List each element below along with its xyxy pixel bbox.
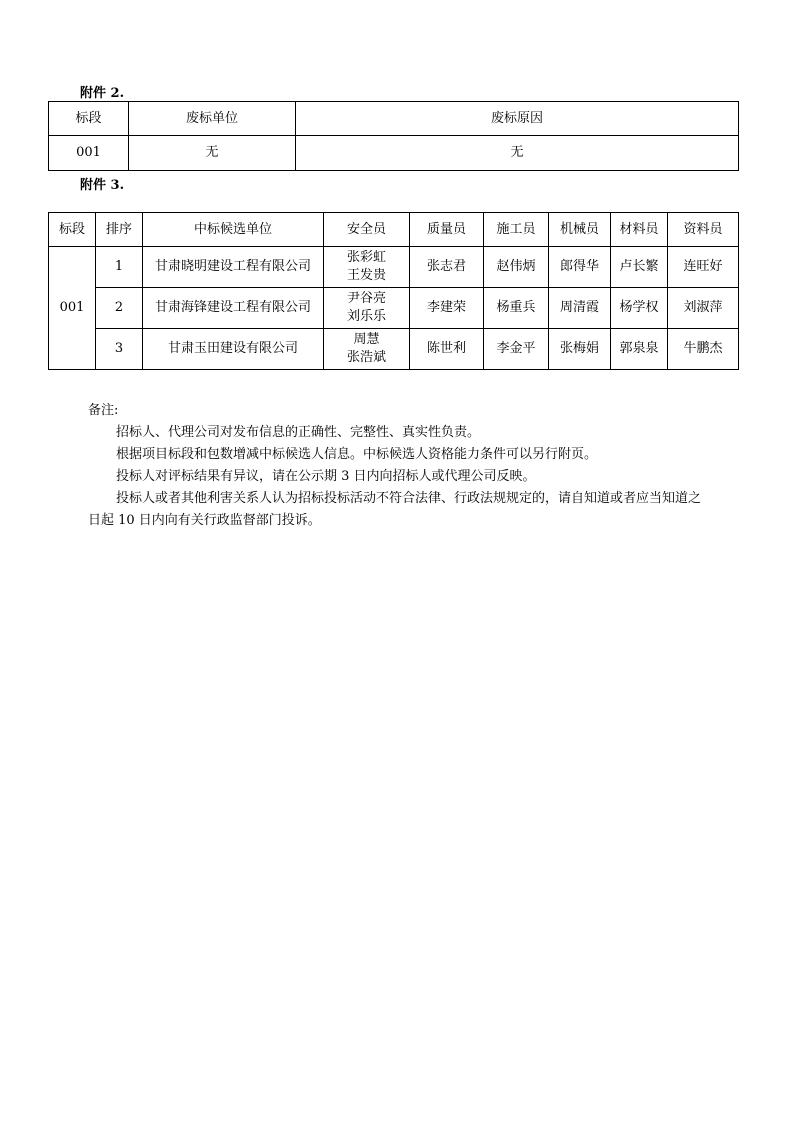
construction-officer-cell: 李金平 <box>484 329 549 370</box>
attachment-2-heading: 附件 2. <box>80 86 125 101</box>
col-header-section: 标段 <box>49 102 129 136</box>
documents-officer-cell: 刘淑萍 <box>668 288 739 329</box>
notes-label: 备注: <box>88 403 119 418</box>
documents-officer-cell: 连旺好 <box>668 247 739 288</box>
attachment-3-heading: 附件 3. <box>80 178 125 193</box>
table-row <box>49 136 739 171</box>
table-header-row <box>49 213 739 247</box>
materials-officer-cell: 杨学权 <box>611 288 668 329</box>
note-line: 招标人、代理公司对发布信息的正确性、完整性、真实性负责。 <box>116 425 481 440</box>
col-header-rank: 排序 <box>96 213 143 247</box>
materials-officer-cell: 卢长繁 <box>611 247 668 288</box>
company-cell: 甘肃海锋建设工程有限公司 <box>143 288 324 329</box>
construction-officer-cell: 赵伟炳 <box>484 247 549 288</box>
disqualified-unit-cell: 无 <box>129 136 296 171</box>
note-line: 根据项目标段和包数增减中标候选人信息。中标候选人资格能力条件可以另行附页。 <box>116 447 598 462</box>
table-row <box>49 329 739 370</box>
note-line: 投标人对评标结果有异议，请在公示期 3 日内向招标人或代理公司反映。 <box>116 469 536 484</box>
company-cell: 甘肃玉田建设有限公司 <box>143 329 324 370</box>
safety-officer-name: 尹谷亮 <box>346 291 386 306</box>
note-line: 投标人或者其他利害关系人认为招标投标活动不符合法律、行政法规规定的，请自知道或者应当知道之日起 10 日内向有关行政监督部门投诉。 <box>88 491 702 528</box>
safety-officer-name: 周慧 <box>353 332 380 347</box>
safety-officer-name: 刘乐乐 <box>346 309 386 324</box>
col-header-disqualify-reason: 废标原因 <box>296 102 739 136</box>
col-header-safety-officer: 安全员 <box>324 213 410 247</box>
rank-cell: 1 <box>96 247 143 288</box>
safety-officer-name: 王发贵 <box>346 268 386 283</box>
documents-officer-cell: 牛鹏杰 <box>668 329 739 370</box>
table-header-row <box>49 102 739 136</box>
col-header-candidate-unit: 中标候选单位 <box>143 213 324 247</box>
construction-officer-cell: 杨重兵 <box>484 288 549 329</box>
quality-officer-cell: 张志君 <box>410 247 484 288</box>
col-header-materials-officer: 材料员 <box>611 213 668 247</box>
machinery-officer-cell: 周清霞 <box>549 288 611 329</box>
disqualified-bids-table <box>48 101 739 171</box>
machinery-officer-cell: 郎得华 <box>549 247 611 288</box>
quality-officer-cell: 陈世利 <box>410 329 484 370</box>
safety-officer-name: 张浩斌 <box>346 350 386 365</box>
safety-officer-cell <box>324 329 410 370</box>
rank-cell: 3 <box>96 329 143 370</box>
col-header-documents-officer: 资料员 <box>668 213 739 247</box>
materials-officer-cell: 郭泉泉 <box>611 329 668 370</box>
table-row <box>49 288 739 329</box>
section-cell: 001 <box>49 247 96 370</box>
safety-officer-name: 张彩虹 <box>346 250 386 265</box>
safety-officer-cell <box>324 288 410 329</box>
notes-section <box>88 400 708 532</box>
company-cell: 甘肃晓明建设工程有限公司 <box>143 247 324 288</box>
quality-officer-cell: 李建荣 <box>410 288 484 329</box>
winning-candidates-table <box>48 212 739 370</box>
safety-officer-cell <box>324 247 410 288</box>
table-row <box>49 247 739 288</box>
col-header-machinery-officer: 机械员 <box>549 213 611 247</box>
machinery-officer-cell: 张梅娟 <box>549 329 611 370</box>
col-header-section: 标段 <box>49 213 96 247</box>
rank-cell: 2 <box>96 288 143 329</box>
section-cell: 001 <box>49 136 129 171</box>
col-header-quality-officer: 质量员 <box>410 213 484 247</box>
disqualify-reason-cell: 无 <box>296 136 739 171</box>
col-header-construction-officer: 施工员 <box>484 213 549 247</box>
col-header-disqualified-unit: 废标单位 <box>129 102 296 136</box>
